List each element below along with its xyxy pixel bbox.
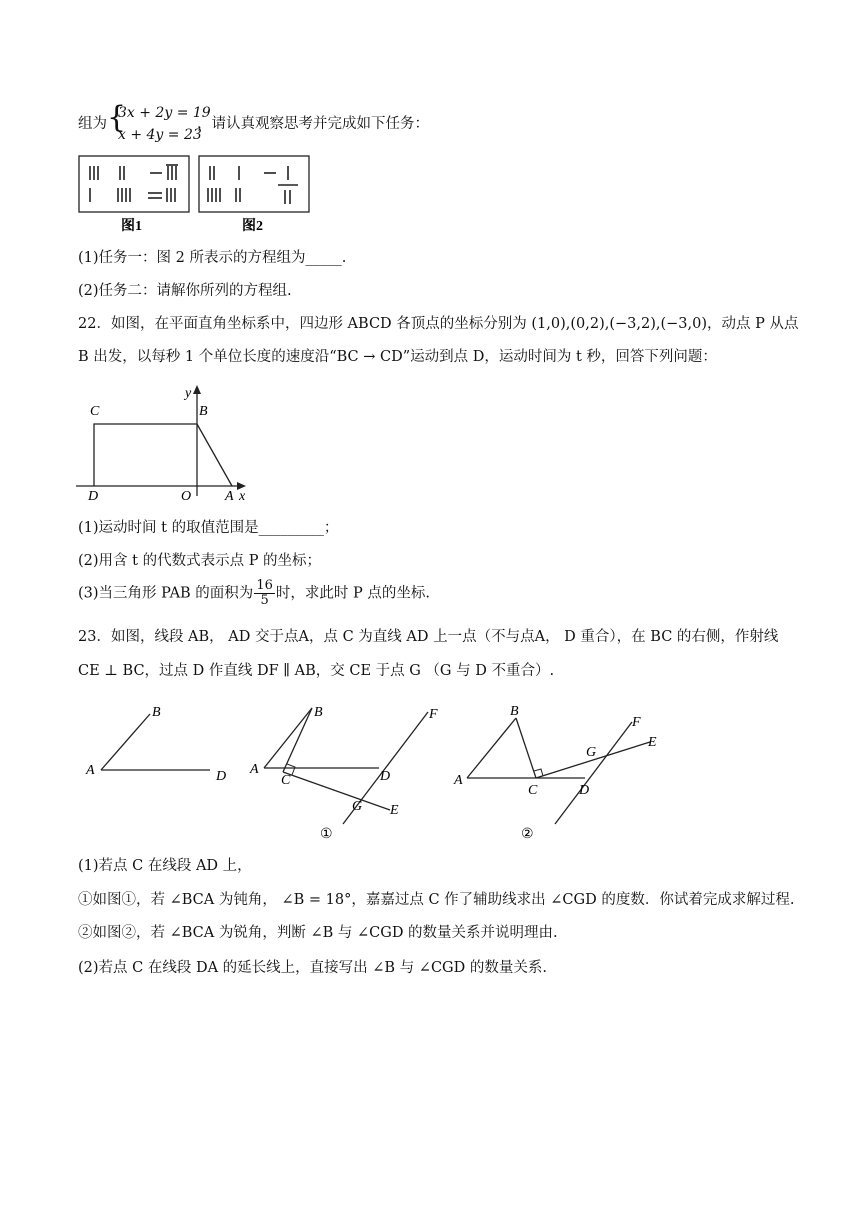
equation-brace: { (107, 100, 127, 135)
fig1-label-C: C (281, 773, 291, 788)
q22-sub1: (1)运动时间 t 的取值范围是_________； (78, 520, 339, 536)
q22-coordinate-graph (76, 382, 256, 502)
fig1-rods (90, 165, 178, 202)
q22-sub3-post: 时，求此时 P 点的坐标. (275, 585, 430, 602)
q23-figure-angle (82, 698, 242, 788)
fig2-rods (208, 166, 298, 204)
intro-prefix: 组为 (78, 116, 107, 132)
q21-task1: (1)任务一：图 2 所表示的方程组为_____. (78, 250, 347, 266)
fig1-label-E: E (390, 803, 399, 818)
q23-sub1a: ①如图①，若 ∠BCA 为钝角， ∠B = 18°，嘉嘉过点 C 作了辅助线求出 ∠CGD 的度数．你试着完成求解过程. (78, 892, 795, 908)
q23-line1: 23．如图，线段 AB， AD 交于点A，点 C 为直线 AD 上一点（不与点A， D 重合），在 BC 的右侧，作射线 (78, 629, 779, 645)
fig1-label-G: G (352, 799, 363, 814)
q23-sub1: (1)若点 C 在线段 AD 上， (78, 858, 252, 874)
fig1-label-B: B (314, 705, 323, 720)
q23-figure-2 (452, 698, 672, 846)
fig1-label-D: D (380, 769, 391, 784)
q22-sub2: (2)用含 t 的代数式表示点 P 的坐标； (78, 553, 322, 569)
fig1-caption: ① (320, 827, 333, 842)
q22-sub3 (78, 579, 430, 608)
fig2-label-B: B (510, 704, 519, 719)
label-y: y (185, 386, 192, 401)
fig2-caption: ② (521, 827, 534, 842)
fig2-label-G: G (586, 745, 597, 760)
fraction-denominator: 5 (260, 593, 269, 608)
fig0-label-D: D (216, 769, 227, 784)
fig2-label-A: A (454, 773, 463, 788)
q22-line2: B 出发，以每秒 1 个单位长度的速度沿“BC → CD”运动到点 D，运动时间为 t 秒，回答下列问题： (78, 349, 717, 365)
fig0-label-B: B (152, 705, 161, 720)
fig1-label-F: F (429, 707, 438, 722)
label-D: D (88, 489, 99, 502)
label-B: B (199, 404, 208, 419)
equation-1: 3x + 2y = 19 (118, 105, 211, 121)
fraction-numerator: 16 (256, 578, 273, 593)
label-O: O (181, 489, 192, 502)
equation-2: x + 4y = 23 (118, 127, 202, 143)
fig2-frame (199, 156, 309, 212)
fig1-label: 图1 (121, 219, 142, 234)
q22-line1: 22．如图，在平面直角坐标系中，四边形 ABCD 各顶点的坐标分别为 (1,0),(0,2),(−3,2),(−3,0)，动点 P 从点 (78, 316, 799, 332)
fig2-label-C: C (528, 783, 538, 798)
q21-task2: (2)任务二：请解你所列的方程组. (78, 283, 292, 299)
fig0-label-A: A (86, 763, 95, 778)
intro-suffix: ，请认真观察思考并完成如下任务： (197, 116, 429, 132)
q22-fraction (254, 579, 275, 608)
q23-sub1b: ②如图②，若 ∠BCA 为锐角，判断 ∠B 与 ∠CGD 的数量关系并说明理由. (78, 925, 558, 941)
fig2-label-D: D (579, 783, 590, 798)
label-C: C (90, 404, 100, 419)
label-x: x (239, 489, 246, 502)
q23-sub2: (2)若点 C 在线段 DA 的延长线上，直接写出 ∠B 与 ∠CGD 的数量关系. (78, 960, 547, 976)
label-A: A (225, 489, 234, 502)
rod-figures (76, 152, 316, 234)
fig2-label: 图2 (242, 219, 263, 234)
q23-line2: CE ⊥ BC，过点 D 作直线 DF ∥ AB，交 CE 于点 G （G 与 D 不重合）. (78, 663, 555, 679)
q22-sub3-pre: (3)当三角形 PAB 的面积为 (78, 585, 254, 602)
fig2-label-F: F (632, 715, 641, 730)
fig1-label-A: A (250, 762, 259, 777)
q23-figure-1 (246, 698, 446, 846)
fig2-label-E: E (648, 735, 657, 750)
